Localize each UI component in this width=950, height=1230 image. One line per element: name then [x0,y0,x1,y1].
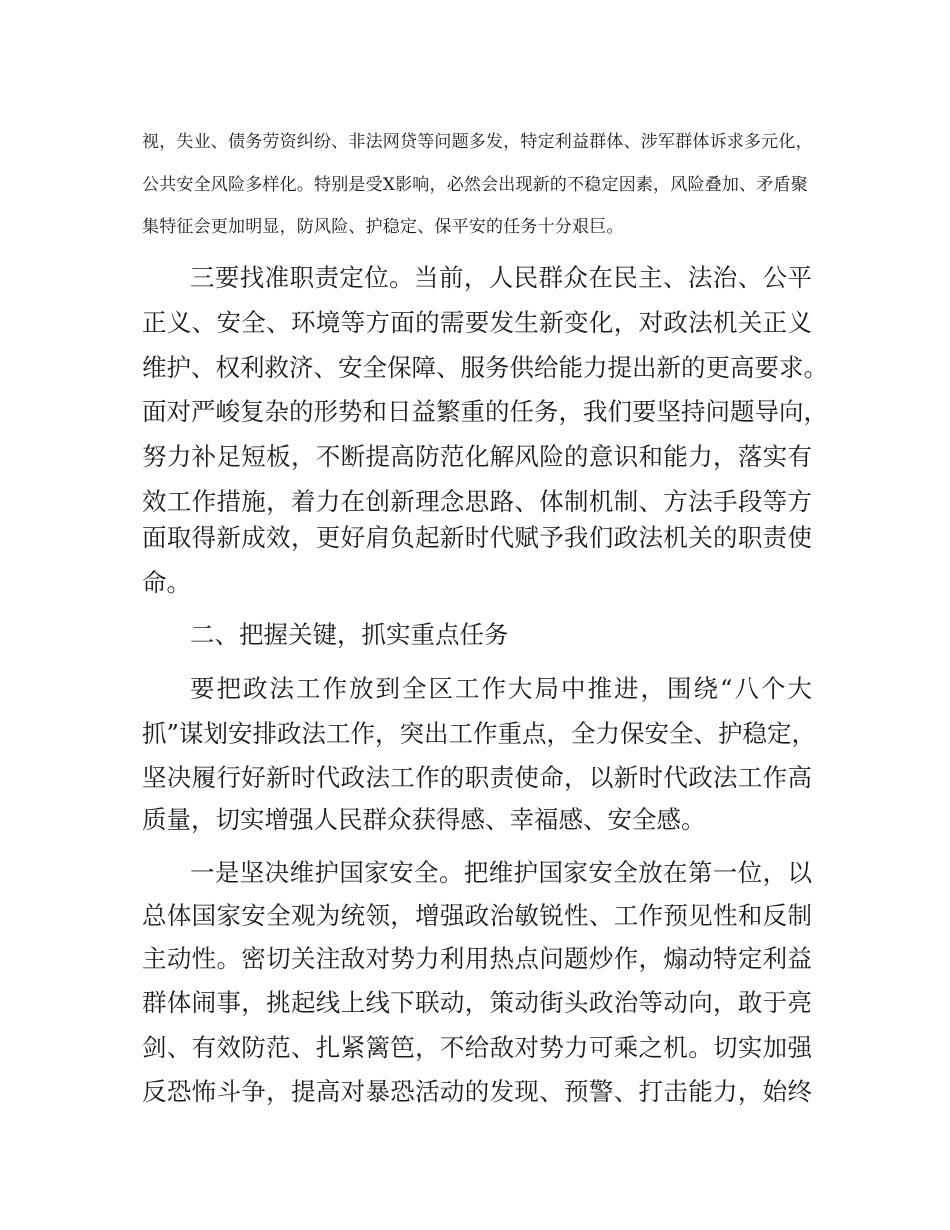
key-paragraph-line-4: 质量，切实增强人民群众获得感、幸福感、安全感。 [142,805,706,834]
duty-paragraph-line-6: 效工作措施，着力在创新理念思路、体制机制、方法手段等方 [142,487,812,516]
duty-paragraph-line-8: 命。 [142,568,191,597]
duty-paragraph-line-5: 努力补足短板，不断提高防范化解风险的意识和能力，落实有 [142,442,812,471]
security-paragraph-line-3: 主动性。密切关注敌对势力利用热点问题炒作，煽动特定利益 [142,944,812,973]
duty-paragraph-line-3: 维护、权利救济、安全保障、服务供给能力提出新的更高要求。 [142,353,828,382]
duty-paragraph-line-4: 面对严峻复杂的形势和日益繁重的任务，我们要坚持问题导向， [142,397,828,426]
duty-paragraph-line-1: 三要找准职责定位。当前，人民群众在民主、法治、公平 [190,263,812,292]
key-paragraph-line-1: 要把政法工作放到全区工作大局中推进，围绕“八个大 [190,674,812,703]
security-paragraph-line-1: 一是坚决维护国家安全。把维护国家安全放在第一位，以 [190,858,812,887]
security-paragraph-line-6: 反恐怖斗争，提高对暴恐活动的发现、预警、打击能力，始终 [142,1077,812,1106]
fragment-line-2: 公共安全风险多样化。特别是受X影响，必然会出现新的不稳定因素，风险叠加、矛盾聚 [142,175,808,195]
duty-paragraph-line-7: 面取得新成效，更好肩负起新时代赋予我们政法机关的职责使 [142,523,812,552]
duty-paragraph-line-2: 正义、安全、环境等方面的需要发生新变化，对政法机关正义 [142,308,812,337]
security-paragraph-line-5: 剑、有效防范、扎紧篱笆，不给敌对势力可乘之机。切实加强 [142,1033,812,1062]
fragment-line-3: 集特征会更加明显，防风险、护稳定、保平安的任务十分艰巨。 [142,217,624,237]
key-paragraph-line-3: 坚决履行好新时代政法工作的职责使命，以新时代政法工作高 [142,763,812,792]
security-paragraph-line-4: 群体闹事，挑起线上线下联动，策动街头政治等动向，敢于亮 [142,988,812,1017]
key-paragraph-line-2: 抓”谋划安排政法工作，突出工作重点，全力保安全、护稳定， [142,719,817,748]
section-heading: 二、把握关键，抓实重点任务 [190,620,509,649]
fragment-line-1: 视，失业、债务劳资纠纷、非法网贷等问题多发，特定利益群体、涉军群体诉求多元化， [142,132,813,152]
security-paragraph-line-2: 总体国家安全观为统领，增强政治敏锐性、工作预见性和反制 [142,901,812,930]
